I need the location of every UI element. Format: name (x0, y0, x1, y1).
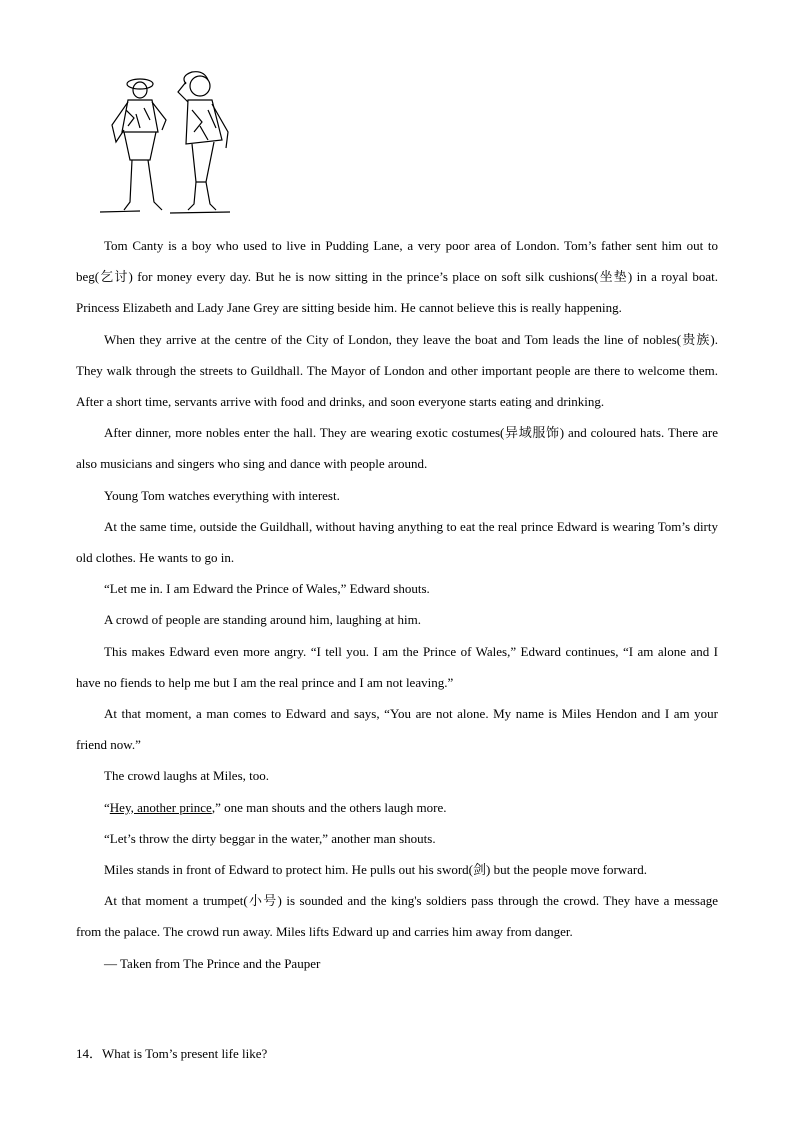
paragraph: At that moment a trumpet(小号) is sounded and the king's soldiers pass through the crowd. They have a message from the palace. The crowd run away. Miles lifts Edward up and carries him away from danger. (76, 893, 718, 940)
paragraph: Young Tom watches everything with interest. (104, 487, 340, 503)
paragraph: After dinner, more nobles enter the hall. They are wearing exotic costumes(异域服饰) and coloured hats. There are also musicians and singers who sing and dance with people around. (76, 425, 718, 472)
paragraph: At that moment, a man comes to Edward and says, “You are not alone. My name is Miles Hendon and I am your friend now.” (76, 706, 718, 753)
paragraph: When they arrive at the centre of the City of London, they leave the boat and Tom leads the line of nobles(贵族). They walk through the streets to Guildhall. The Mayor of London and other important people are there to welcome them. After a short time, servants arrive with food and drinks, and soon everyone starts eating and drinking. (76, 331, 718, 410)
source-citation: — Taken from The Prince and the Pauper (104, 955, 321, 971)
open-quote: “ (104, 799, 110, 815)
quote-rest: ,” one man shouts and the others laugh more. (211, 799, 447, 815)
paragraph: The crowd laughs at Miles, too. (104, 768, 269, 784)
underlined-phrase: Hey, another prince (109, 799, 212, 815)
paragraph: Tom Canty is a boy who used to live in Pudding Lane, a very poor area of London. Tom’s father sent him out to beg(乞讨) for money every day. But he is now sitting in the prince’s place on soft silk cushions(坐垫) in a royal boat. Princess Elizabeth and Lady Jane Grey are sitting beside him. He cannot believe this is really happening. (76, 238, 718, 316)
paragraph: “Let’s throw the dirty beggar in the water,” another man shouts. (104, 830, 436, 846)
story-text (76, 230, 718, 979)
question-14: 14．What is Tom’s present life like? (76, 1046, 268, 1061)
paragraph: Miles stands in front of Edward to protect him. He pulls out his sword(剑) but the people move forward. (104, 862, 648, 878)
paragraph-underlined-quote (76, 792, 718, 823)
illustration-two-boys (100, 70, 240, 218)
paragraph: “Let me in. I am Edward the Prince of Wales,” Edward shouts. (104, 581, 430, 597)
paragraph: This makes Edward even more angry. “I tell you. I am the Prince of Wales,” Edward continues, “I am alone and I have no fiends to help me but I am the real prince and I am not leaving.” (76, 643, 718, 690)
paragraph: A crowd of people are standing around him, laughing at him. (104, 612, 421, 628)
paragraph: At the same time, outside the Guildhall, without having anything to eat the real prince Edward is wearing Tom’s dirty old clothes. He wants to go in. (76, 518, 718, 566)
